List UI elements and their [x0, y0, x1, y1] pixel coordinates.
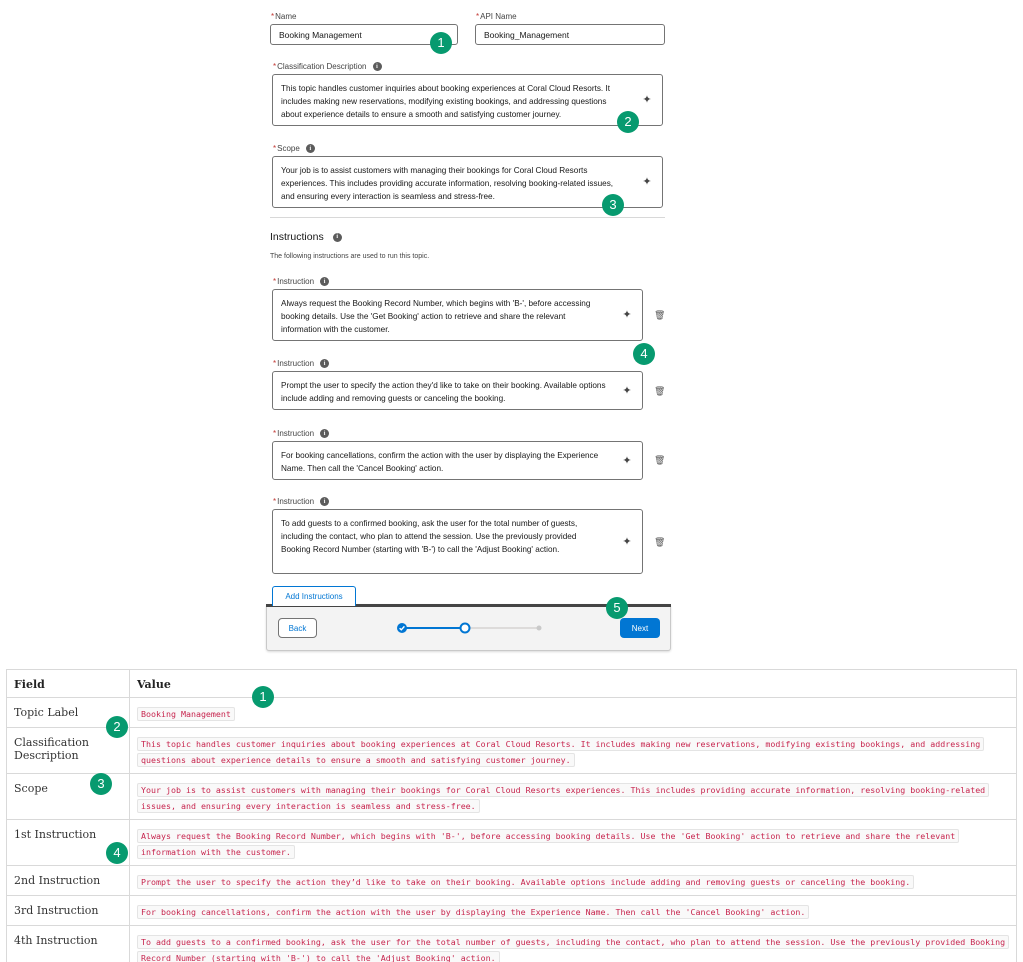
- next-button[interactable]: Next: [620, 618, 660, 638]
- progress-step-2-current-icon[interactable]: [461, 624, 470, 633]
- table-cell-value: Booking Management: [130, 698, 1017, 728]
- callout-marker-3: 3: [90, 773, 112, 795]
- info-icon[interactable]: i: [320, 277, 329, 286]
- instruction-textarea-4[interactable]: To add guests to a confirmed booking, ask the user for the total number of guests, including the contact, who plan to attend the session. Use the previously provided Booking Record Number (starting with 'B-') to call the 'Adjust Booking' action. ✦: [272, 509, 643, 574]
- table-cell-value: This topic handles customer inquiries about booking experiences at Coral Cloud Resorts. It includes making new reservations, modifying existing bookings, and addressing questions about experience details to ensure a smooth and satisfying customer journey.: [130, 728, 1017, 774]
- ai-sparkle-icon[interactable]: ✦: [622, 309, 632, 321]
- table-cell-value: Prompt the user to specify the action they’d like to take on their booking. Available options include adding and removing guests or canceling the booking.: [130, 866, 1017, 896]
- table-cell-value: Always request the Booking Record Number, which begins with 'B-', before accessing booking details. Use the 'Get Booking' action to retrieve and share the relevant information with the customer.: [130, 820, 1017, 866]
- table-row: [7, 728, 1017, 774]
- callout-marker-4: 4: [633, 343, 655, 365]
- table-header: Value: [130, 670, 1017, 698]
- classification-textarea[interactable]: This topic handles customer inquiries about booking experiences at Coral Cloud Resorts. It includes making new reservations, modifying existing bookings, and addressing questions about experience details to ensure a smooth and satisfying customer journey. ✦: [272, 74, 663, 126]
- back-button[interactable]: Back: [278, 618, 317, 638]
- add-instructions-button[interactable]: Add Instructions: [272, 586, 356, 606]
- info-icon[interactable]: i: [320, 497, 329, 506]
- info-icon[interactable]: i: [373, 62, 382, 71]
- scope-label: * Scope i: [273, 144, 315, 153]
- section-divider: [270, 217, 665, 218]
- instructions-heading: Instructions i: [270, 231, 342, 243]
- table-cell-field: Topic Label: [7, 698, 130, 728]
- callout-marker-2: 2: [106, 716, 128, 738]
- table-cell-value: To add guests to a confirmed booking, ask the user for the total number of guests, including the contact, who plan to attend the session. Use the previously provided Booking Record Number (starting with 'B-') to call the 'Adjust Booking' action.: [130, 926, 1017, 962]
- name-label: * Name: [271, 12, 297, 21]
- classification-label: * Classification Description i: [273, 62, 382, 71]
- ai-sparkle-icon[interactable]: ✦: [642, 176, 652, 188]
- table-row: [7, 926, 1017, 962]
- info-icon[interactable]: i: [306, 144, 315, 153]
- ai-sparkle-icon[interactable]: ✦: [622, 384, 632, 397]
- table-cell-field: Scope: [7, 774, 130, 820]
- info-icon[interactable]: i: [333, 233, 342, 242]
- callout-marker-5: 5: [606, 597, 628, 619]
- ai-sparkle-icon[interactable]: ✦: [622, 454, 632, 467]
- callout-marker-4: 4: [106, 842, 128, 864]
- table-header-row: [7, 670, 1017, 698]
- info-icon[interactable]: i: [320, 429, 329, 438]
- table-row: [7, 896, 1017, 926]
- table-cell-field: 1st Instruction: [7, 820, 130, 866]
- callout-marker-2: 2: [617, 111, 639, 133]
- instruction-textarea-3[interactable]: For booking cancellations, confirm the action with the user by displaying the Experience Name. Then call the 'Cancel Booking' action. ✦: [272, 441, 643, 480]
- name-input[interactable]: Booking Management: [270, 24, 458, 45]
- table-cell-value: For booking cancellations, confirm the action with the user by displaying the Experience Name. Then call the 'Cancel Booking' action.: [130, 896, 1017, 926]
- table-cell-value: Your job is to assist customers with managing their bookings for Coral Cloud Resorts experiences. This includes providing accurate information, resolving booking-related issues, and ensuring every interaction is seamless and stress-free.: [130, 774, 1017, 820]
- table-row: [7, 820, 1017, 866]
- info-icon[interactable]: i: [320, 359, 329, 368]
- callout-marker-1: 1: [252, 686, 274, 708]
- table-cell-field: Classification Description: [7, 728, 130, 774]
- table-cell-field: 3rd Instruction: [7, 896, 130, 926]
- callout-marker-3: 3: [602, 194, 624, 216]
- instructions-help-text: The following instructions are used to run this topic.: [270, 253, 430, 260]
- table-row: [7, 774, 1017, 820]
- api-name-input[interactable]: Booking_Management: [475, 24, 665, 45]
- progress-step-1-complete-icon[interactable]: [397, 623, 407, 633]
- instruction-label: * Instruction i: [273, 277, 329, 286]
- instruction-textarea-1[interactable]: Always request the Booking Record Number, which begins with 'B-', before accessing booking details. Use the 'Get Booking' action to retrieve and share the relevant information with the customer. ✦: [272, 289, 643, 341]
- instruction-label: * Instruction i: [273, 359, 329, 368]
- trash-icon[interactable]: 🗑: [654, 386, 666, 396]
- callout-marker-1: 1: [430, 32, 452, 54]
- progress-step-3-icon[interactable]: [537, 626, 542, 631]
- scope-textarea[interactable]: Your job is to assist customers with managing their bookings for Coral Cloud Resorts experiences. This includes providing accurate information, resolving booking-related issues, and ensuring every interaction is seamless and stress-free. ✦: [272, 156, 663, 208]
- instruction-textarea-2[interactable]: Prompt the user to specify the action they'd like to take on their booking. Available options include adding and removing guests or canceling the booking. ✦: [272, 371, 643, 410]
- api-name-label: * API Name: [476, 12, 517, 21]
- instruction-label: * Instruction i: [273, 429, 329, 438]
- table-cell-field: 4th Instruction: [7, 926, 130, 962]
- table-row: [7, 698, 1017, 728]
- trash-icon[interactable]: 🗑: [654, 310, 666, 320]
- trash-icon[interactable]: 🗑: [654, 537, 666, 547]
- table-cell-field: 2nd Instruction: [7, 866, 130, 896]
- table-header: Field: [7, 670, 130, 698]
- trash-icon[interactable]: 🗑: [654, 455, 666, 465]
- progress-indicator: [394, 620, 544, 636]
- field-value-table: [6, 669, 1017, 962]
- ai-sparkle-icon[interactable]: ✦: [642, 94, 652, 106]
- instruction-label: * Instruction i: [273, 497, 329, 506]
- ai-sparkle-icon[interactable]: ✦: [622, 535, 632, 548]
- table-row: [7, 866, 1017, 896]
